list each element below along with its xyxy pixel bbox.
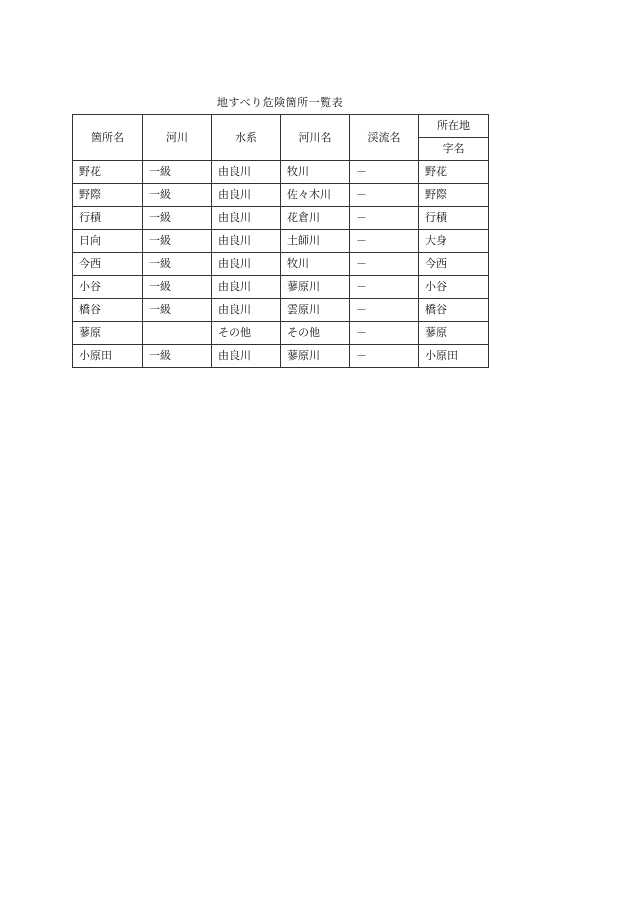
cell-location-name: 小原田 — [73, 345, 143, 368]
cell-water-system: その他 — [212, 322, 281, 345]
table-body — [73, 161, 489, 368]
cell-river-name: 牧川 — [281, 253, 350, 276]
cell-address: 行積 — [419, 207, 489, 230]
cell-location-name: 小谷 — [73, 276, 143, 299]
cell-location-name: 野花 — [73, 161, 143, 184]
cell-stream-name: － — [350, 230, 419, 253]
cell-address: 今西 — [419, 253, 489, 276]
header-river-name: 河川名 — [281, 115, 350, 161]
header-water-system: 水系 — [212, 115, 281, 161]
cell-river-name: 雲原川 — [281, 299, 350, 322]
table-row — [73, 345, 489, 368]
table-row — [73, 230, 489, 253]
cell-stream-name: － — [350, 161, 419, 184]
cell-location-name: 今西 — [73, 253, 143, 276]
cell-river: 一級 — [143, 161, 212, 184]
cell-river: 一級 — [143, 230, 212, 253]
cell-river: 一級 — [143, 184, 212, 207]
table-row — [73, 299, 489, 322]
cell-river-name: 蓼原川 — [281, 345, 350, 368]
cell-address: 蓼原 — [419, 322, 489, 345]
table-row — [73, 184, 489, 207]
cell-water-system: 由良川 — [212, 161, 281, 184]
cell-location-name: 蓼原 — [73, 322, 143, 345]
cell-river: 一級 — [143, 253, 212, 276]
header-stream-name: 渓流名 — [350, 115, 419, 161]
table-header — [73, 115, 489, 161]
cell-water-system: 由良川 — [212, 230, 281, 253]
cell-address: 大身 — [419, 230, 489, 253]
cell-stream-name: － — [350, 184, 419, 207]
cell-stream-name: － — [350, 207, 419, 230]
cell-river — [143, 322, 212, 345]
cell-address: 野際 — [419, 184, 489, 207]
cell-river-name: その他 — [281, 322, 350, 345]
cell-stream-name: － — [350, 276, 419, 299]
cell-river-name: 土師川 — [281, 230, 350, 253]
cell-water-system: 由良川 — [212, 207, 281, 230]
cell-stream-name: － — [350, 299, 419, 322]
table-row — [73, 276, 489, 299]
table-row — [73, 322, 489, 345]
table-row — [73, 253, 489, 276]
cell-address: 小谷 — [419, 276, 489, 299]
cell-water-system: 由良川 — [212, 253, 281, 276]
cell-river-name: 蓼原川 — [281, 276, 350, 299]
cell-water-system: 由良川 — [212, 184, 281, 207]
cell-river-name: 牧川 — [281, 161, 350, 184]
cell-river: 一級 — [143, 299, 212, 322]
cell-river-name: 佐々木川 — [281, 184, 350, 207]
cell-stream-name: － — [350, 345, 419, 368]
cell-river: 一級 — [143, 207, 212, 230]
cell-location-name: 行積 — [73, 207, 143, 230]
cell-location-name: 野際 — [73, 184, 143, 207]
header-river: 河川 — [143, 115, 212, 161]
header-address-sub: 字名 — [419, 138, 489, 161]
cell-stream-name: － — [350, 322, 419, 345]
header-address: 所在地 — [419, 115, 489, 138]
document-title: 地すべり危険箇所一覧表 — [216, 96, 344, 109]
cell-water-system: 由良川 — [212, 276, 281, 299]
table-row — [73, 161, 489, 184]
header-location-name: 箇所名 — [73, 115, 143, 161]
table-row — [73, 207, 489, 230]
cell-location-name: 日向 — [73, 230, 143, 253]
cell-river: 一級 — [143, 276, 212, 299]
landslide-hazard-table — [72, 114, 489, 368]
cell-river: 一級 — [143, 345, 212, 368]
cell-address: 野花 — [419, 161, 489, 184]
cell-water-system: 由良川 — [212, 345, 281, 368]
cell-water-system: 由良川 — [212, 299, 281, 322]
cell-address: 小原田 — [419, 345, 489, 368]
cell-stream-name: － — [350, 253, 419, 276]
cell-river-name: 花倉川 — [281, 207, 350, 230]
cell-address: 橋谷 — [419, 299, 489, 322]
cell-location-name: 橋谷 — [73, 299, 143, 322]
